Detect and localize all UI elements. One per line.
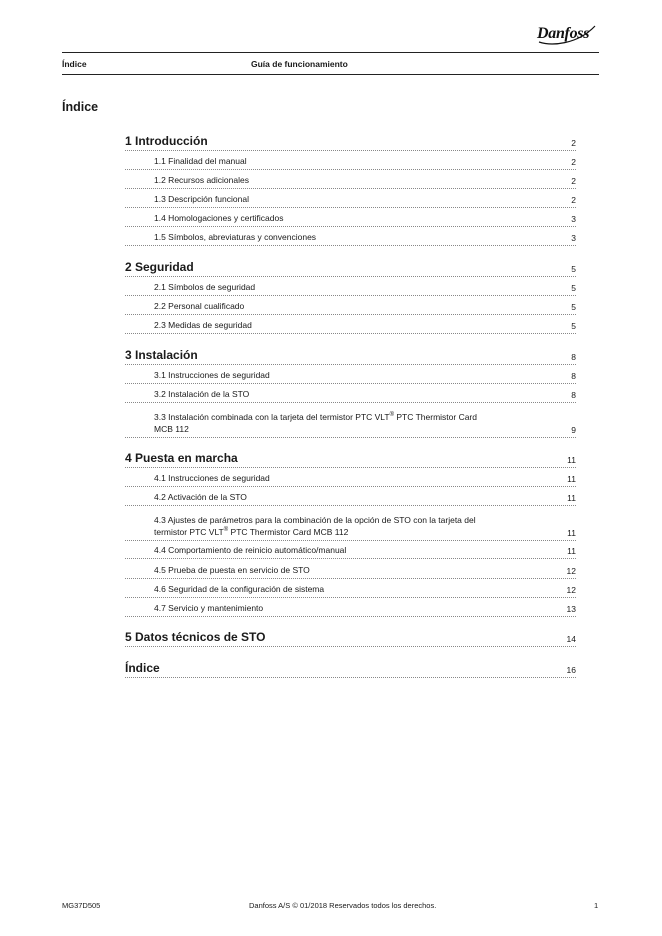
toc-entry-title: 3.2 Instalación de la STO — [154, 389, 250, 399]
toc-page-number: 12 — [566, 585, 576, 595]
toc-entry-title-part: termistor PTC VLT — [154, 527, 224, 537]
toc-page-number: 3 — [571, 214, 576, 224]
footer-document-code: MG37D505 — [62, 901, 101, 910]
toc-page-number: 2 — [571, 176, 576, 186]
toc-chapter-4[interactable] — [125, 449, 576, 468]
toc-entry-3-1[interactable] — [125, 368, 576, 384]
toc-page-number: 5 — [571, 302, 576, 312]
toc-page-number: 3 — [571, 233, 576, 243]
toc-chapter-5[interactable] — [125, 628, 576, 647]
toc-entry-2-2[interactable] — [125, 299, 576, 315]
toc-entry-4-6[interactable] — [125, 582, 576, 598]
header-section-label: Índice — [62, 59, 87, 69]
header-guide-title: Guía de funcionamiento — [251, 59, 348, 69]
toc-page-number: 11 — [567, 493, 576, 503]
toc-page-number: 11 — [567, 474, 576, 484]
toc-entry-4-5[interactable] — [125, 563, 576, 579]
toc-entry-title: 1.2 Recursos adicionales — [154, 175, 249, 185]
toc-entry-title-part: MCB 112 — [154, 424, 189, 434]
toc-chapter-title: 2 Seguridad — [125, 260, 194, 274]
toc-entry-title: 4.2 Activación de la STO — [154, 492, 247, 502]
toc-page-number: 5 — [571, 264, 576, 274]
toc-entry-4-3[interactable] — [125, 509, 576, 541]
toc-entry-4-1[interactable] — [125, 471, 576, 487]
toc-chapter-1[interactable] — [125, 132, 576, 151]
toc-page-number: 2 — [571, 195, 576, 205]
toc-entry-title — [154, 411, 554, 435]
toc-page-number: 13 — [566, 604, 576, 614]
toc-entry-title: 4.7 Servicio y mantenimiento — [154, 603, 264, 613]
toc-entry-title-part: 4.3 Ajustes de parámetros para la combinación de la opción de STO con la tarjeta del — [154, 515, 476, 525]
toc-page-number: 11 — [567, 528, 576, 538]
logo-wordmark: Danfoss — [537, 25, 590, 42]
toc-page-number: 8 — [571, 352, 576, 362]
toc-entry-4-7[interactable] — [125, 601, 576, 617]
toc-entry-title: 1.1 Finalidad del manual — [154, 156, 247, 166]
toc-page-number: 5 — [571, 283, 576, 293]
toc-chapter-title: 1 Introducción — [125, 134, 208, 148]
toc-entry-3-2[interactable] — [125, 387, 576, 403]
toc-chapter-title: 4 Puesta en marcha — [125, 451, 238, 465]
toc-entry-title-part: 3.3 Instalación combinada con la tarjeta del termistor PTC VLT — [154, 412, 390, 422]
toc-entry-3-3[interactable] — [125, 406, 576, 438]
toc-chapter-title: Índice — [125, 661, 160, 675]
toc-entry-title-part: PTC Thermistor Card MCB 112 — [228, 527, 349, 537]
toc-entry-title: 2.2 Personal cualificado — [154, 301, 245, 311]
toc-chapter-index[interactable] — [125, 659, 576, 678]
toc-chapter-title: 5 Datos técnicos de STO — [125, 630, 266, 644]
toc-entry-1-3[interactable] — [125, 192, 576, 208]
toc-page-number: 14 — [566, 634, 576, 644]
toc-entry-2-1[interactable] — [125, 280, 576, 296]
registered-mark: ® — [389, 412, 395, 419]
toc-chapter-title: 3 Instalación — [125, 348, 198, 362]
toc-page-number: 2 — [571, 157, 576, 167]
footer-copyright: Danfoss A/S © 01/2018 Reservados todos los derechos. — [249, 901, 437, 910]
toc-entry-title: 4.6 Seguridad de la configuración de sistema — [154, 584, 325, 594]
toc-entry-title: 3.1 Instrucciones de seguridad — [154, 370, 270, 380]
toc-entry-4-2[interactable] — [125, 490, 576, 506]
toc-entry-title-part: PTC Thermistor Card — [394, 412, 477, 422]
toc-page-number: 5 — [571, 321, 576, 331]
page-title: Índice — [62, 100, 99, 114]
toc-page-number: 11 — [567, 546, 576, 556]
toc-entry-title: 1.4 Homologaciones y certificados — [154, 213, 284, 223]
toc-page-number: 8 — [571, 390, 576, 400]
toc-entry-title: 4.4 Comportamiento de reinicio automático/manual — [154, 545, 347, 555]
toc-entry-title: 4.5 Prueba de puesta en servicio de STO — [154, 565, 310, 575]
toc-entry-title: 1.3 Descripción funcional — [154, 194, 249, 204]
toc-entry-1-2[interactable] — [125, 173, 576, 189]
toc-entry-title: 2.1 Símbolos de seguridad — [154, 282, 256, 292]
toc-entry-1-5[interactable] — [125, 230, 576, 246]
toc-page-number: 2 — [571, 138, 576, 148]
registered-mark: ® — [223, 527, 229, 534]
toc-page-number: 8 — [571, 371, 576, 381]
toc-entry-1-1[interactable] — [125, 154, 576, 170]
footer-page-number: 1 — [594, 901, 599, 910]
toc-entry-1-4[interactable] — [125, 211, 576, 227]
toc-page-number: 16 — [566, 665, 576, 675]
toc-entry-4-4[interactable] — [125, 543, 576, 559]
toc-chapter-2[interactable] — [125, 258, 576, 277]
toc-entry-title: 1.5 Símbolos, abreviaturas y convenciones — [154, 232, 317, 242]
toc-page-number: 9 — [571, 425, 576, 435]
toc-page-number: 12 — [566, 566, 576, 576]
toc-entry-title — [154, 514, 564, 538]
toc-page-number: 11 — [567, 455, 576, 465]
toc-entry-title: 4.1 Instrucciones de seguridad — [154, 473, 270, 483]
toc-entry-2-3[interactable] — [125, 318, 576, 334]
toc-chapter-3[interactable] — [125, 346, 576, 365]
toc-entry-title: 2.3 Medidas de seguridad — [154, 320, 252, 330]
